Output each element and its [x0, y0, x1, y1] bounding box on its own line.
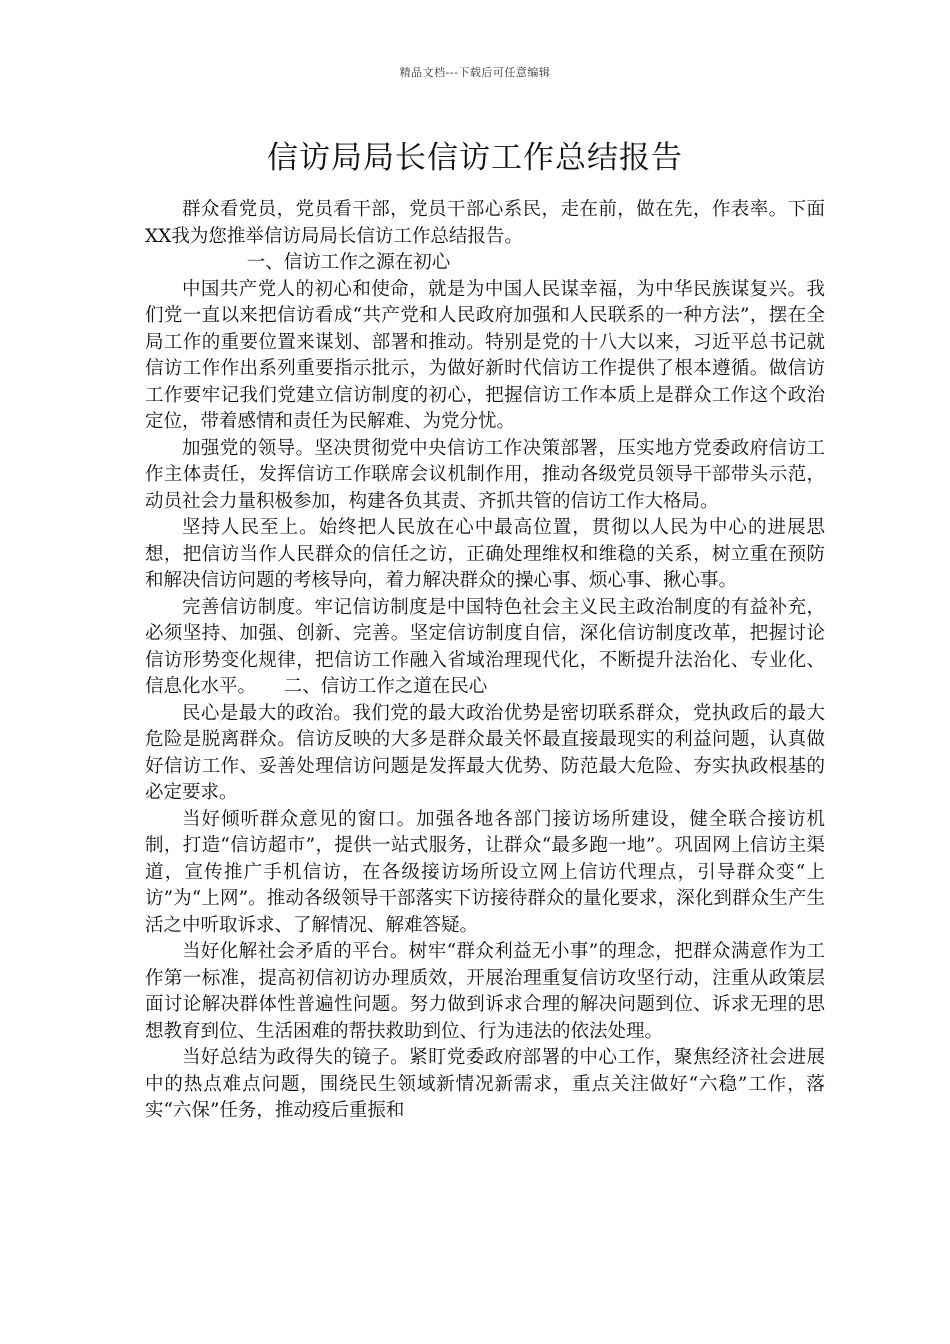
- paragraph: 当好化解社会矛盾的平台。树牢“群众利益无小事”的理念，把群众满意作为工作第一标准，提高初信初访办理质效，开展治理重复信访攻坚行动，注重从政策层面讨论解决群体性普遍性问题。努力做到诉求合理的解决问题到位、诉求无理的思想教育到位、生活困难的帮扶救助到位、行为违法的依法处理。: [145, 941, 825, 1042]
- paragraph: 民心是最大的政治。我们党的最大政治优势是密切联系群众，党执政后的最大危险是脱离群众。信访反映的大多是群众最关怀最直接最现实的利益问题，认真做好信访工作、妥善处理信访问题是发挥最大优势、防范最大危险、夯实执政根基的必定要求。: [145, 702, 825, 803]
- page-header-note: 精品文档---下载后可任意编辑: [399, 66, 551, 79]
- paragraph-intro: 群众看党员，党员看干部，党员干部心系民，走在前，做在先，作表率。下面XX我为您推举信访局局长信访工作总结报告。: [145, 199, 825, 247]
- paragraph: 当好总结为政得失的镜子。紧盯党委政府部署的中心工作，聚焦经济社会进展中的热点难点问题，围绕民生领域新情况新需求，重点关注做好“六稳”工作，落实“六保”任务，推动疫后重振和: [145, 1047, 825, 1121]
- document-title: 信访局局长信访工作总结报告: [267, 140, 683, 176]
- paragraph: 完善信访制度。牢记信访制度是中国特色社会主义民主政治制度的有益补充，必须坚持、加强、创新、完善。坚定信访制度自信，深化信访制度改革，把握讨论信访形势变化规律，把信访工作融入省域治理现代化，不断提升法治化、专业化、信息化水平。 二、信访工作之道在民心: [145, 596, 825, 697]
- paragraph: 加强党的领导。坚决贯彻党中央信访工作决策部署，压实地方党委政府信访工作主体责任，发挥信访工作联席会议机制作用，推动各级党员领导干部带头示范，动员社会力量积极参加，构建各负其责、齐抓共管的信访工作大格局。: [145, 437, 825, 512]
- section-heading-1: 一、信访工作之源在初心: [246, 252, 451, 273]
- paragraph: 当好倾听群众意见的窗口。加强各地各部门接访场所建设，健全联合接访机制，打造“信访超市”，提供一站式服务，让群众“最多跑一地”。巩固网上信访主渠道，宣传推广手机信访，在各级接访场所设立网上信访代理点，引导群众变“上访”为“上网”。推动各级领导干部落实下访接待群众的量化要求，深化到群众生产生活之中听取诉求、了解情况、解难答疑。: [145, 808, 825, 936]
- paragraph: 坚持人民至上。始终把人民放在心中最高位置，贯彻以人民为中心的进展思想，把信访当作人民群众的信任之访，正确处理维权和维稳的关系，树立重在预防和解决信访问题的考核导向，着力解决群众的操心事、烦心事、揪心事。: [145, 517, 825, 591]
- paragraph: 中国共产党人的初心和使命，就是为中国人民谋幸福，为中华民族谋复兴。我们党一直以来把信访看成“共产党和人民政府加强和人民联系的一种方法”，摆在全局工作的重要位置来谋划、部署和推动。特别是党的十八大以来，习近平总书记就信访工作作出系列重要指示批示，为做好新时代信访工作提供了根本遵循。做信访工作要牢记我们党建立信访制度的初心，把握信访工作本质上是群众工作这个政治定位，带着感情和责任为民解难、为党分忧。: [145, 278, 825, 432]
- document-body: [145, 197, 825, 1125]
